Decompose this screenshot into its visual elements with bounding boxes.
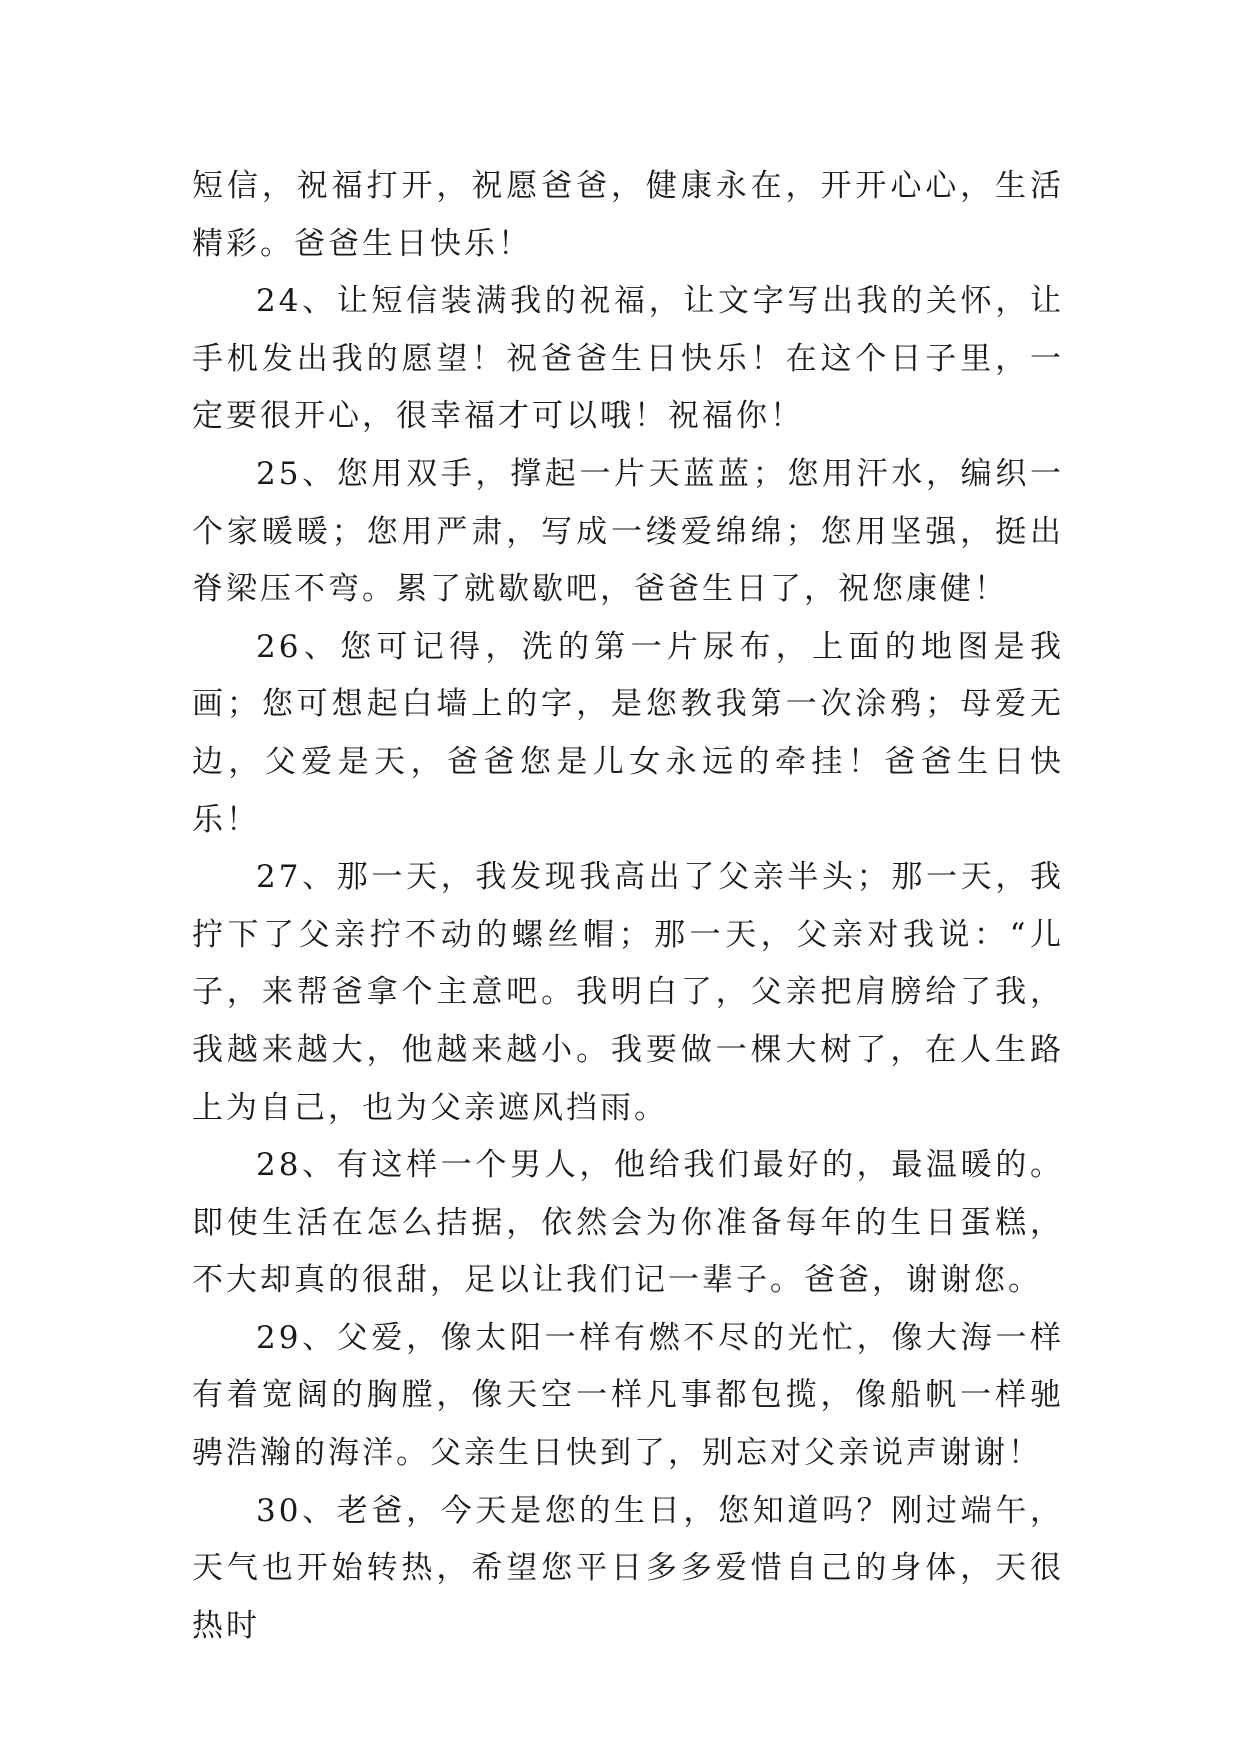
paragraph-continuation: 短信，祝福打开，祝愿爸爸，健康永在，开开心心，生活精彩。爸爸生日快乐！ (192, 168, 1064, 262)
paragraph-25: 25、您用双手，撑起一片天蓝蓝；您用汗水，编织一个家暖暖；您用严肃，写成一缕爱绵绵；您用坚强，挺出脊梁压不弯。累了就歇歇吧，爸爸生日了，祝您康健！ (192, 455, 1064, 608)
paragraph-30: 30、老爸，今天是您的生日，您知道吗？刚过端午，天气也开始转热，希望您平日多多爱惜自己的身体，天很热时 (192, 1492, 1064, 1644)
paragraph-27: 27、那一天，我发现我高出了父亲半头；那一天，我拧下了父亲拧不动的螺丝帽；那一天，父亲对我说：“儿子，来帮爸拿个主意吧。我明白了，父亲把肩膀给了我，我越来越大，他越来越小。我要做一棵大树了，在人生路上为自己，也为父亲遮风挡雨。 (192, 859, 1064, 1126)
paragraph-24: 24、让短信装满我的祝福，让文字写出我的关怀，让手机发出我的愿望！祝爸爸生日快乐！在这个日子里，一定要很开心，很幸福才可以哦！祝福你！ (192, 283, 1064, 435)
document-body (192, 158, 1064, 1655)
paragraph-29: 29、父爱，像太阳一样有燃不尽的光忙，像大海一样有着宽阔的胸膛，像天空一样凡事都包揽，像船帆一样驰骋浩瀚的海洋。父亲生日快到了，别忘对父亲说声谢谢！ (192, 1319, 1064, 1472)
paragraph-26: 26、您可记得，洗的第一片尿布，上面的地图是我画；您可想起白墙上的字，是您教我第一次涂鸦；母爱无边，父爱是天，爸爸您是儿女永远的牵挂！爸爸生日快乐！ (192, 628, 1064, 838)
paragraph-28: 28、有这样一个男人，他给我们最好的，最温暖的。即使生活在怎么拮据，依然会为你准备每年的生日蛋糕，不大却真的很甜，足以让我们记一辈子。爸爸，谢谢您。 (192, 1147, 1064, 1299)
